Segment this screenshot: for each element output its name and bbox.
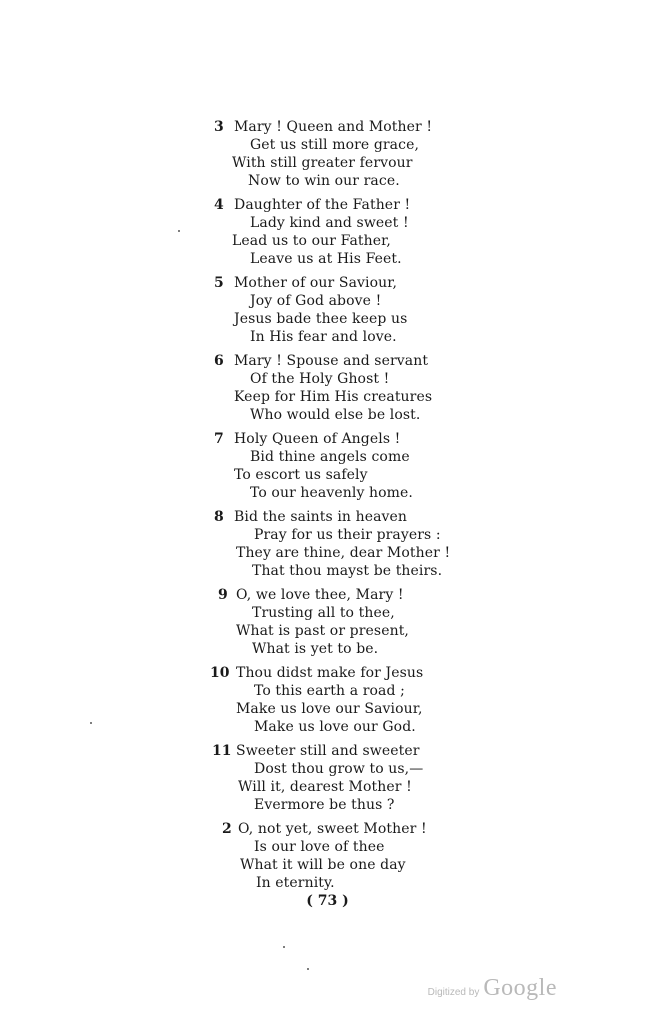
stanza-line: Dost thou grow to us,— [254,761,424,777]
stanza-line: Get us still more grace, [250,137,419,153]
stanza-line: What is yet to be. [252,641,379,657]
stanza-line: With still greater fervour [232,155,413,171]
stanza-line: Lead us to our Father, [232,233,391,249]
stanza-10 [206,662,466,740]
stanza-4 [206,194,466,272]
stanza-number: 8 [214,509,224,525]
stanza-line: To our heavenly home. [250,485,413,501]
paper-speck [307,968,309,970]
stanza-line: Keep for Him His creatures [234,389,433,405]
stanza-5 [206,272,466,350]
stanza-line: Pray for us their prayers : [254,527,441,543]
stanza-6 [206,350,466,428]
stanza-12 [206,818,466,896]
watermark-brand: Google [483,975,557,1001]
paper-speck [90,722,92,724]
stanza-number: 10 [210,665,230,681]
watermark-prefix: Digitized by [427,987,480,998]
stanza-line: Will it, dearest Mother ! [238,779,412,795]
stanza-line: Now to win our race. [248,173,400,189]
stanza-line: What it will be one day [240,857,406,873]
stanza-line: Bid the saints in heaven [234,509,408,525]
stanza-line: O, we love thee, Mary ! [236,587,404,603]
stanza-line: Leave us at His Feet. [250,251,402,267]
stanza-8 [206,506,466,584]
stanza-line: Who would else be lost. [250,407,421,423]
stanza-line: To this earth a road ; [254,683,405,699]
stanza-line: They are thine, dear Mother ! [236,545,451,561]
stanza-number: 9 [218,587,228,603]
stanza-9 [206,584,466,662]
stanza-line: Make us love our Saviour, [236,701,423,717]
stanza-number: 11 [212,743,232,759]
stanza-3 [206,116,466,194]
stanza-number: 5 [214,275,224,291]
stanza-line: Holy Queen of Angels ! [234,431,401,447]
stanza-line: To escort us safely [234,467,368,483]
hymn-stanzas [206,116,466,896]
paper-speck [178,230,180,232]
stanza-line: Sweeter still and sweeter [236,743,420,759]
stanza-line: In eternity. [256,875,335,891]
stanza-line: Thou didst make for Jesus [236,665,424,681]
stanza-line: Is our love of thee [254,839,385,855]
digitized-watermark [428,975,557,1002]
stanza-7 [206,428,466,506]
page-number: ( 73 ) [306,893,349,909]
stanza-line: In His fear and love. [250,329,397,345]
stanza-line: Daughter of the Father ! [234,197,411,213]
stanza-line: What is past or present, [236,623,409,639]
stanza-line: That thou mayst be theirs. [252,563,443,579]
stanza-line: Evermore be thus ? [254,797,395,813]
stanza-line: O, not yet, sweet Mother ! [238,821,427,837]
stanza-number: 2 [222,821,232,837]
stanza-number: 7 [214,431,224,447]
stanza-line: Mary ! Spouse and servant [234,353,429,369]
stanza-line: Make us love our God. [254,719,416,735]
stanza-line: Jesus bade thee keep us [234,311,408,327]
stanza-11 [206,740,466,818]
stanza-line: Of the Holy Ghost ! [250,371,390,387]
stanza-line: Mother of our Saviour, [234,275,398,291]
stanza-number: 4 [214,197,224,213]
stanza-line: Bid thine angels come [250,449,410,465]
stanza-number: 6 [214,353,224,369]
paper-speck [283,946,285,948]
stanza-line: Lady kind and sweet ! [250,215,409,231]
stanza-line: Mary ! Queen and Mother ! [234,119,433,135]
stanza-line: Trusting all to thee, [252,605,395,621]
stanza-line: Joy of God above ! [250,293,382,309]
stanza-number: 3 [214,119,224,135]
